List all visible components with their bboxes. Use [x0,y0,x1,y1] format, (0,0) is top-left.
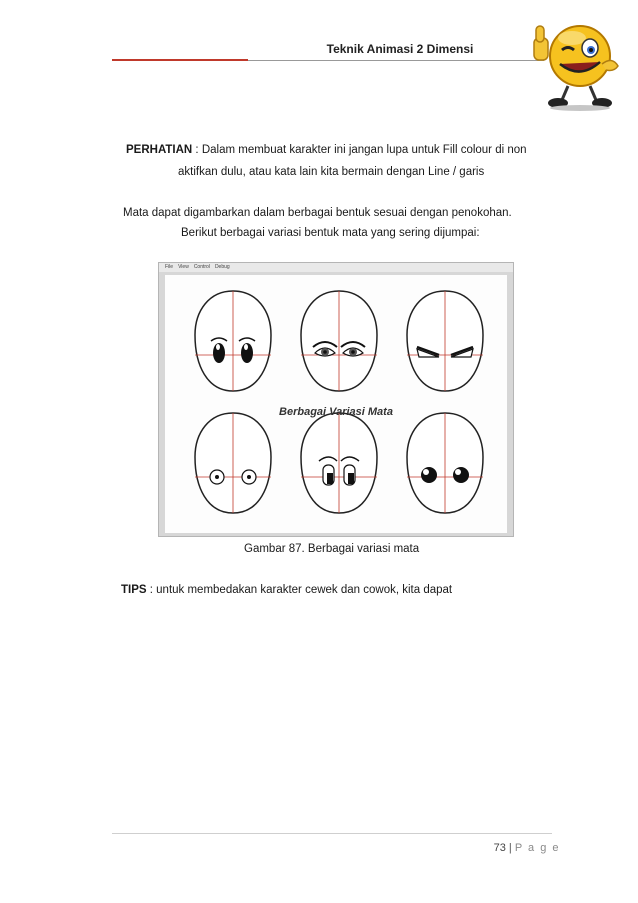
figure-menubar [159,263,513,272]
page-number-value: 73 [493,842,506,854]
head-realistic-eyes [301,291,377,391]
head-dot-eyes [195,413,271,513]
page-word: P a g e [514,842,560,854]
eye-heads-illustration [165,275,507,533]
page-number [460,842,560,854]
head-bold-round-eyes [407,413,483,513]
header-divider-accent [112,59,248,61]
head-anime-eyes [195,291,271,391]
head-tall-eyes [301,413,377,513]
notice-text-1: : Dalam membuat karakter ini jangan lupa untuk Fill colour di non [192,144,527,156]
menu-item-control: Control [193,264,210,270]
intro-line-1: Mata dapat digambarkan dalam berbagai bentuk sesuai dengan penokohan. [123,207,512,219]
figure-caption: Gambar 87. Berbagai variasi mata [244,543,420,555]
figure-inner-title: Berbagai Variasi Mata [279,406,393,418]
tips-label: TIPS [121,584,147,596]
intro-line-2: Berikut berbagai variasi bentuk mata yang sering dijumpai: [181,227,480,239]
page-number-separator: | [508,842,512,854]
notice-line-2: aktifkan dulu, atau kata lain kita bermain dengan Line / garis [178,166,485,178]
page-header-title: Teknik Animasi 2 Dimensi [326,42,474,56]
smiley-mascot-icon [528,8,628,112]
menu-item-file: File [165,264,174,270]
head-angled-eyes [407,291,483,391]
tips-line [121,583,452,597]
menu-item-view: View [178,264,189,270]
eye-variations-figure [158,262,514,537]
thumbs-up-hand-icon [534,26,548,60]
menu-item-debug: Debug [214,264,230,270]
notice-label: PERHATIAN [126,144,193,156]
notice-line-1 [126,143,527,157]
tips-text: : untuk membedakan karakter cewek dan cowok, kita dapat [146,584,453,596]
figure-canvas [165,275,507,533]
footer-divider [112,833,552,834]
